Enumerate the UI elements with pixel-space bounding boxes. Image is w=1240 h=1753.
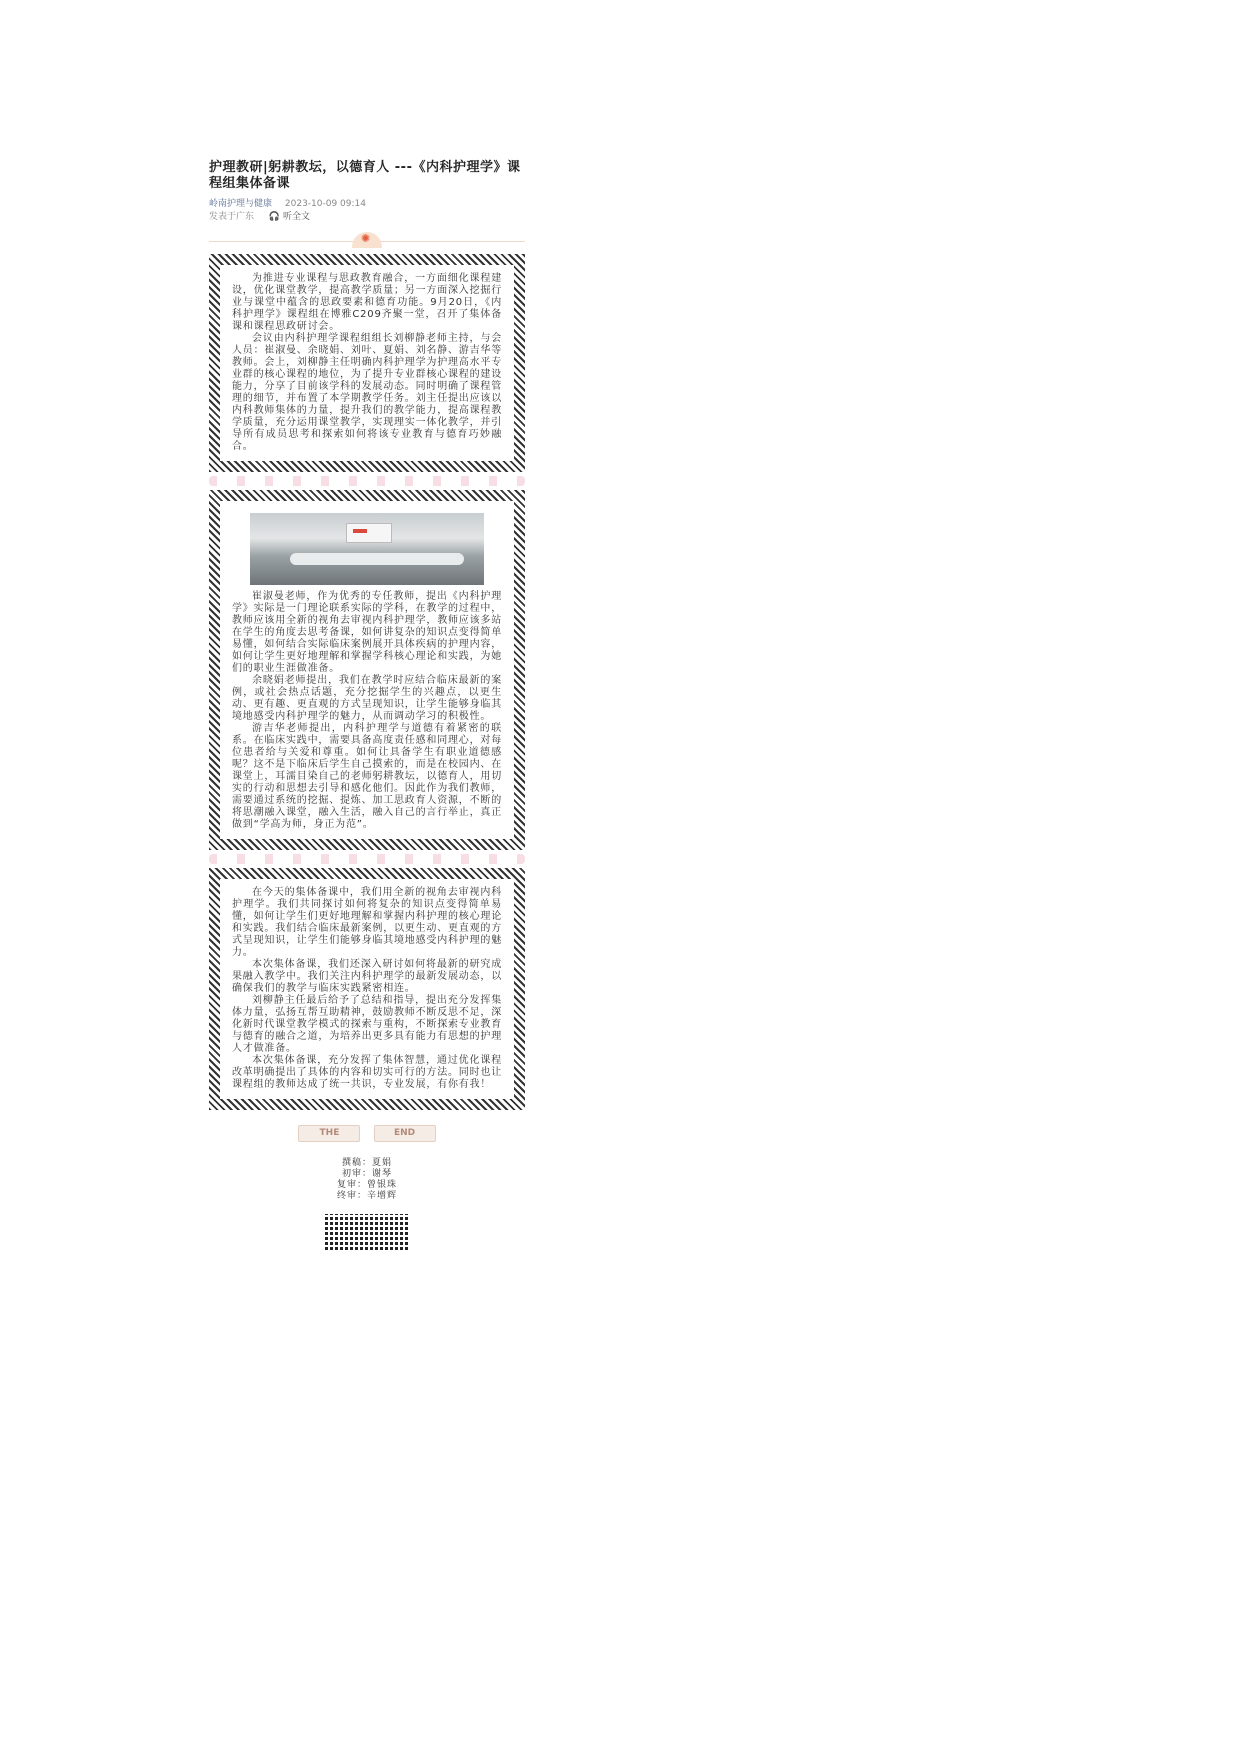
- content-box-3: [209, 868, 525, 1110]
- dot-divider: [209, 854, 525, 864]
- paragraph: 会议由内科护理学课程组组长刘柳静老师主持，与会人员：崔淑曼、余晓娟、刘叶、夏娟、刘名静、游吉华等教师。会上，刘柳静主任明确内科护理学为护理高水平专业群的核心课程的地位，为了提升专业群核心课程的建设能力，分享了目前该学科的发展动态。同时明确了课程管理的细节，并布置了本学期教学任务。刘主任提出应该以内科教师集体的力量，提升我们的教学能力，提高课程教学质量，充分运用课堂教学，实现理实一体化教学，并引导所有成员思考和探索如何将该专业教育与德育巧妙融合。: [232, 333, 502, 452]
- meeting-table: [290, 553, 464, 565]
- content-box-1: [209, 254, 525, 472]
- paragraph: 崔淑曼老师，作为优秀的专任教师，提出《内科护理学》实际是一门理论联系实际的学科，在教学的过程中，教师应该用全新的视角去审视内科护理学，教师应该多站在学生的角度去思考备课，如何讲复杂的知识点变得简单易懂，如何结合实际临床案例展开具体疾病的护理内容，如何让学生更好地理解和掌握学科核心理论和实践，为她们的职业生涯做准备。: [232, 591, 502, 674]
- headphone-icon: 🎧: [268, 212, 281, 222]
- article-meta: [209, 198, 525, 211]
- end-tag-the: THE: [298, 1125, 360, 1142]
- the-end-banner: [209, 1120, 525, 1142]
- listen-label: 听全文: [282, 212, 310, 222]
- end-tag-end: END: [374, 1125, 436, 1142]
- paragraph: 本次集体备课，充分发挥了集体智慧，通过优化课程改革明确提出了具体的内容和切实可行的方法。同时也让课程组的教师达成了统一共识，专业发展，有你有我！: [232, 1055, 502, 1090]
- article: [209, 160, 525, 1250]
- section-decoration: [209, 232, 525, 250]
- paragraph: 刘柳静主任最后给予了总结和指导，提出充分发挥集体力量，弘扬互帮互助精神，鼓励教师不断反思不足，深化新时代课堂教学模式的探索与重构，不断探索专业教育与德育的融合之道，为培养出更多具有能力有思想的护理人才做准备。: [232, 995, 502, 1054]
- credit-line: 初审：谢琴: [341, 1169, 392, 1179]
- sun-badge-icon: [352, 232, 382, 248]
- dot-divider: [209, 476, 525, 486]
- article-title: 护理教研|躬耕教坛，以德育人 ---《内科护理学》课程组集体备课: [209, 160, 521, 191]
- credit-line: 撰稿：夏娟: [341, 1158, 392, 1168]
- listen-button[interactable]: [269, 212, 310, 222]
- paragraph: 为推进专业课程与思政教育融合，一方面细化课程建设，优化课堂教学，提高教学质量；另一方面深入挖掘行业与课堂中蕴含的思政要素和德育功能。9月20日，《内科护理学》课程组在博雅C209齐聚一堂，召开了集体备课和课程思政研讨会。: [232, 273, 502, 332]
- paragraph: 余晓娟老师提出，我们在教学时应结合临床最新的案例，或社会热点话题，充分挖掘学生的兴趣点，以更生动、更有趣、更直观的方式呈现知识，让学生能够身临其境地感受内科护理学的魅力，从而调动学习的积极性。: [232, 675, 502, 722]
- account-name-link[interactable]: 岭南护理与健康: [209, 199, 273, 209]
- meeting-photo[interactable]: [250, 513, 484, 585]
- credits: [209, 1158, 525, 1202]
- publish-location: 发表于广东: [209, 212, 255, 222]
- publish-datetime: 2023-10-09 09:14: [284, 199, 366, 209]
- paragraph: 本次集体备课，我们还深入研讨如何将最新的研究成果融入教学中。我们关注内科护理学的最新发展动态，以确保我们的教学与临床实践紧密相连。: [232, 959, 502, 994]
- content-box-2: [209, 490, 525, 850]
- paragraph: 在今天的集体备课中，我们用全新的视角去审视内科护理学。我们共同探讨如何将复杂的知识点变得简单易懂，如何让学生们更好地理解和掌握内科护理的核心理论和实践。我们结合临床最新案例，以更生动、更直观的方式呈现知识，让学生们能够身临其境地感受内科护理的魅力。: [232, 887, 502, 958]
- paragraph: 游吉华老师提出，内科护理学与道德有着紧密的联系。在临床实践中，需要具备高度责任感和同理心，对每位患者给与关爱和尊重。如何让具备学生有职业道德感呢？这不是下临床后学生自己摸索的，而是在校园内、在课堂上，耳濡目染自己的老师躬耕教坛，以德育人，用切实的行动和思想去引导和感化他们。因此作为我们教师，需要通过系统的挖掘、提炼、加工思政育人资源，不断的将思潮融入课堂，融入生活，融入自己的言行举止，真正做到“学高为师，身正为范”。: [232, 723, 502, 830]
- projector-screen: [346, 523, 392, 543]
- article-meta-2: [209, 211, 525, 224]
- credit-line: 复审：曾银珠: [336, 1180, 397, 1190]
- qr-code-icon[interactable]: [325, 1214, 409, 1250]
- credit-line: 终审：辛增辉: [336, 1191, 397, 1201]
